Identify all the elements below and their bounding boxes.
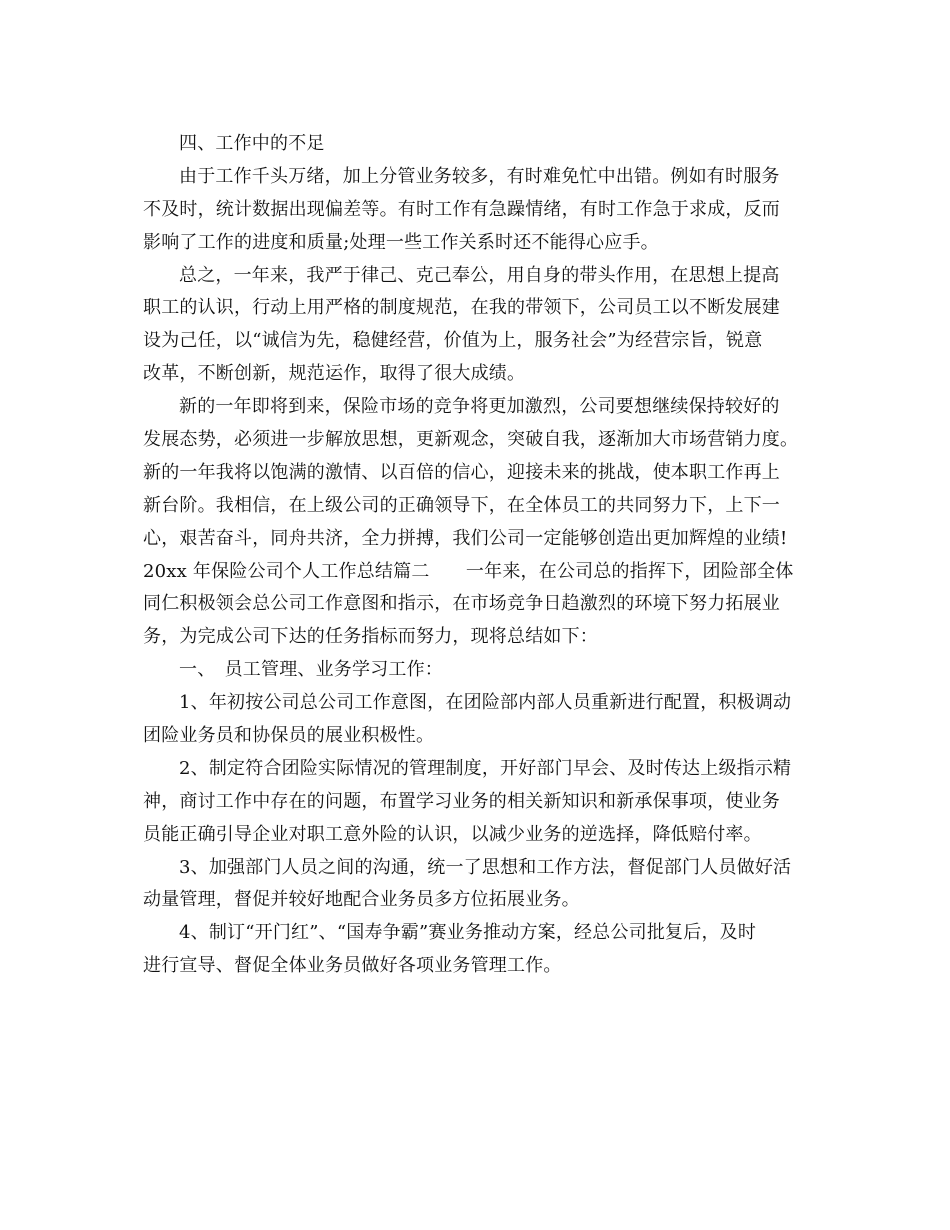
paragraph-line: 发展态势，必须进一步解放思想，更新观念，突破自我，逐渐加大市场营销力度。 bbox=[143, 429, 799, 451]
list-item-line: 员能正确引导企业对职工意外险的认识，以减少业务的逆选择，降低赔付率。 bbox=[143, 823, 762, 845]
paragraph-line: 心，艰苦奋斗，同舟共济，全力拼搏，我们公司一定能够创造出更加辉煌的业绩! bbox=[143, 527, 788, 549]
list-item-line: 1、年初按公司总公司工作意图，在团险部内部人员重新进行配置，积极调动 bbox=[179, 692, 792, 714]
paragraph-line: 改革，不断创新，规范运作，取得了很大成绩。 bbox=[143, 363, 526, 385]
paragraph-line: 影响了工作的进度和质量;处理一些工作关系时还不能得心应手。 bbox=[143, 231, 659, 253]
paragraph-line: 新台阶。我相信，在上级公司的正确领导下，在全体员工的共同努力下，上下一 bbox=[143, 494, 780, 516]
paragraph-line: 同仁积极领会总公司工作意图和指示，在市场竞争日趋激烈的环境下努力拓展业 bbox=[143, 593, 780, 615]
paragraph-line: 设为己任，以“诚信为先，稳健经营，价值为上，服务社会”为经营宗旨，锐意 bbox=[143, 330, 763, 352]
paragraph-line: 新的一年我将以饱满的激情、以百倍的信心，迎接未来的挑战，使本职工作再上 bbox=[143, 461, 780, 483]
list-item-line: 团险业务员和协保员的展业积极性。 bbox=[143, 725, 435, 747]
document-body bbox=[143, 128, 811, 983]
section-heading-staff-management: 一、 员工管理、业务学习工作： bbox=[179, 659, 443, 681]
paragraph-line: 新的一年即将到来，保险市场的竞争将更加激烈，公司要想继续保持较好的 bbox=[179, 396, 780, 418]
list-item-line: 神，商讨工作中存在的问题，布置学习业务的相关新知识和新承保事项，使业务 bbox=[143, 790, 780, 812]
list-item-line: 4、制订“开门红”、“国寿争霸”赛业务推动方案，经总公司批复后，及时 bbox=[179, 922, 757, 944]
paragraph-line: 不及时，统计数据出现偏差等。有时工作有急躁情绪，有时工作急于求成，反而 bbox=[143, 198, 780, 220]
paragraph-line: 总之，一年来，我严于律己、克己奉公，用自身的带头作用，在思想上提高 bbox=[179, 264, 780, 286]
paragraph-line: 务，为完成公司下达的任务指标而努力，现将总结如下： bbox=[143, 626, 598, 648]
paragraph-line: 职工的认识，行动上用严格的制度规范，在我的带领下，公司员工以不断发展建 bbox=[143, 297, 780, 319]
list-item-line: 2、制定符合团险实际情况的管理制度，开好部门早会、及时传达上级指示精 bbox=[179, 757, 792, 779]
list-item-line: 进行宣导、督促全体业务员做好各项业务管理工作。 bbox=[143, 955, 562, 977]
section-heading-shortcomings: 四、工作中的不足 bbox=[179, 133, 325, 154]
list-item-line: 动量管理，督促并较好地配合业务员多方位拓展业务。 bbox=[143, 889, 580, 911]
list-item-line: 3、加强部门人员之间的沟通，统一了思想和工作方法，督促部门人员做好活 bbox=[179, 856, 792, 878]
paragraph-line: 由于工作千头万绪，加上分管业务较多，有时难免忙中出错。例如有时服务 bbox=[179, 165, 780, 187]
article-title-line: 20xx 年保险公司个人工作总结篇二 一年来，在公司总的指挥下，团险部全体 bbox=[143, 560, 794, 582]
